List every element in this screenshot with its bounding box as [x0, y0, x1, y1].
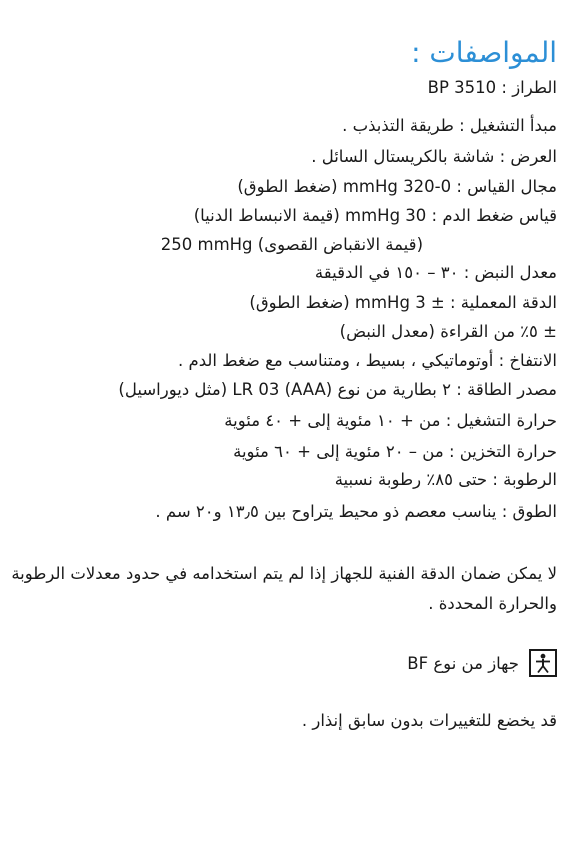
- spec-operating-temperature: حرارة التشغيل : من + ١٠ مئوية إلى + ٤٠ مئوية: [224, 411, 557, 430]
- bf-type-label: جهاز من نوع BF: [407, 653, 519, 673]
- spec-pressure-min: قياس ضغط الدم : 30 mmHg (قيمة الانبساط الدنيا): [193, 206, 557, 225]
- spec-pulse-rate: معدل النبض : ٣٠ – ١٥٠ في الدقيقة: [314, 263, 557, 282]
- spec-measurement-range: مجال القياس : 0-320 mmHg (ضغط الطوق): [237, 177, 557, 196]
- spec-operating-principle: مبدأ التشغيل : طريقة التذبذب .: [342, 116, 557, 135]
- spec-humidity: الرطوبة : حتى ٨٥٪ رطوبة نسبية: [334, 470, 557, 489]
- bf-applied-part-icon: [529, 649, 557, 677]
- accuracy-note-line-2: والحرارة المحددة .: [428, 594, 557, 613]
- page-title: المواصفات :: [411, 36, 557, 69]
- spec-pressure-max: 250 mmHg (قيمة الانقباض القصوى): [160, 235, 423, 254]
- spec-accuracy-pressure: الدقة المعملية : ± 3 mmHg (ضغط الطوق): [249, 293, 557, 312]
- accuracy-note-line-1: لا يمكن ضمان الدقة الفنية للجهاز إذا لم يتم استخدامه في حدود معدلات الرطوبة: [11, 564, 557, 583]
- spec-accuracy-pulse: ± ٥٪ من القراءة (معدل النبض): [339, 322, 557, 341]
- change-notice: قد يخضع للتغييرات بدون سابق إنذار .: [301, 711, 557, 730]
- spec-cuff: الطوق : يناسب معصم ذو محيط يتراوح بين ١٣٫٥ و٢٠ سم .: [155, 502, 557, 521]
- spec-display: العرض : شاشة بالكريستال السائل .: [311, 147, 557, 166]
- spec-power-source: مصدر الطاقة : ٢ بطارية من نوع (AAA) LR 03 (مثل ديوراسيل): [118, 380, 557, 399]
- bf-type-row: [407, 648, 557, 678]
- spec-inflation: الانتفاخ : أوتوماتيكي ، بسيط ، ومتناسب مع ضغط الدم .: [178, 351, 557, 370]
- spec-storage-temperature: حرارة التخزين : من – ٢٠ مئوية إلى + ٦٠ مئوية: [233, 442, 557, 461]
- spec-model: الطراز : BP 3510: [427, 78, 557, 97]
